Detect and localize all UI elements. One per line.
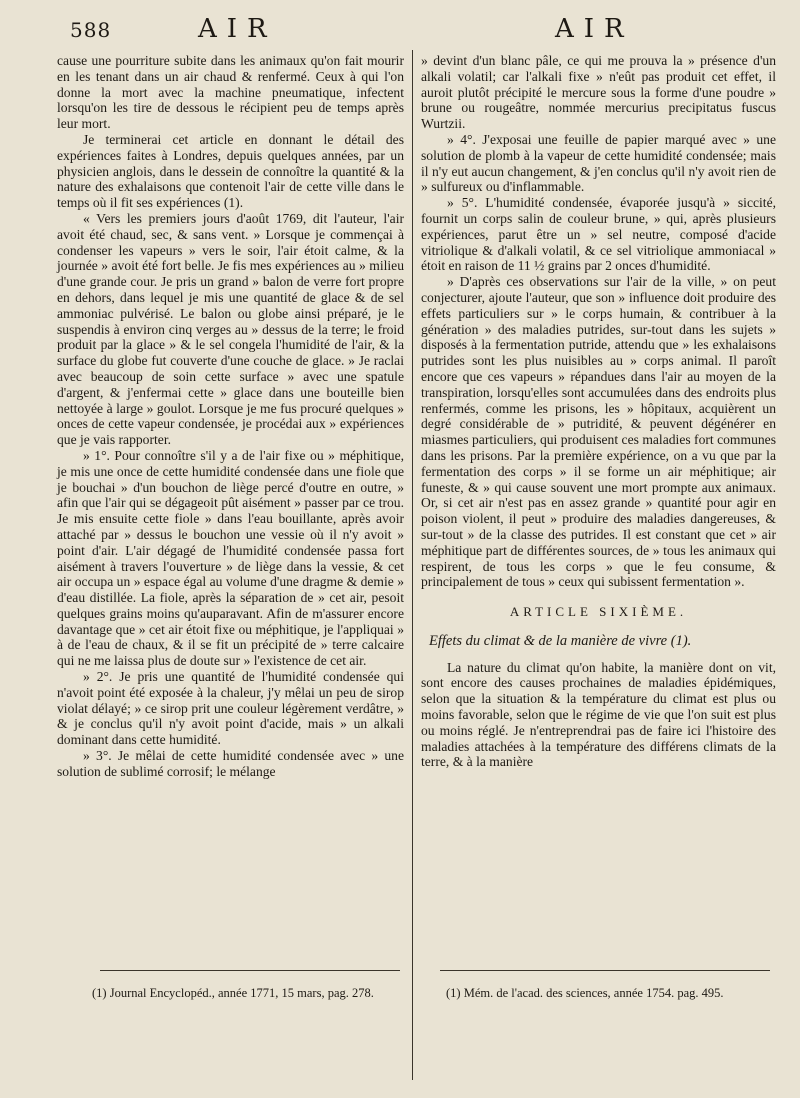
right-column	[421, 53, 776, 770]
footnote-rule-right	[440, 970, 770, 971]
left-column	[57, 53, 404, 780]
running-head-right: AIR	[555, 14, 634, 44]
page-number: 588	[70, 18, 112, 42]
article-title: Effets du climat & de la manière de vivre (1).	[429, 632, 692, 649]
quoted-paragraph: » 2°. Je pris une quantité de l'humidité condensée qui n'avoit point été exposée à la chaleur, j'y mêlai un peu de sirop violat délayé; » ce sirop prit une couleur légèrement verdâtre, » & je conclus qu'il n'y avoit point d'acide, mais » un alkali dominant dans cette humidité.	[57, 669, 404, 748]
running-head-left: AIR	[198, 14, 277, 44]
footnote-left: (1) Journal Encyclopéd., année 1771, 15 mars, pag. 278.	[92, 986, 374, 1000]
column-divider	[412, 50, 413, 1080]
quoted-paragraph: » 1°. Pour connoître s'il y a de l'air fixe ou » méphitique, je mis une once de cette humidité condensée dans une fiole que je bouchai » d'un bouchon de liège percé d'outre en outre, » afin que l'air qui se dégageoit pût aisément » passer par ce trou. Je mis ensuite cette fiole » dans l'eau bouillante, après avoir attaché par » dessus le bouchon une vessie où il n'y avoit » point d'air. L'air dégagé de l'humidité condensée passa fort aisément à travers l'ouverture » de liège dans la vessie, & cet air occupa un » espace égal au volume d'une dragme & demie » d'eau distillée. La fiole, après la séparation de » cet air, pesoit quelques grains moins qu'auparavant. Afin de m'assurer encore davantage que » cet air étoit fixe ou méphitique, je l'appliquai » à de l'eau de chaux, & il se fit un précipité de » terre calcaire qui ne me laissa plus de doute sur » l'existence de cet air.	[57, 447, 404, 669]
quoted-paragraph: » 4°. J'exposai une feuille de papier marqué avec » une solution de plomb à la vapeur de cette humidité condensée; mais il n'y eut aucun changement, & j'en conclus qu'il n'y avoit rien de » sulfureux ou d'inflammable.	[421, 131, 776, 195]
paragraph: Je terminerai cet article en donnant le détail des expériences faites à Londres, depuis quelques années, par un physicien anglois, dans le dessein de connoître la quantité & la nature des exhalaisons que contenoit l'air de cette ville dans le temps où il fit ses expériences (1).	[57, 131, 404, 211]
quoted-paragraph: » devint d'un blanc pâle, ce qui me prouva la » présence d'un alkali volatil; car l'alkali fixe » n'eût pas produit cet effet, il auroit plutôt précipité le mercure sous la forme d'une poudre » brune ou rougeâtre, nommée mercurius precipitatus fuscus Wurtzii.	[421, 53, 776, 132]
article-heading: ARTICLE SIXIÈME.	[509, 604, 688, 620]
quoted-paragraph: « Vers les premiers jours d'août 1769, dit l'auteur, l'air avoit été chaud, sec, & sans vent. » Lorsque je commençai à condenser les vapeurs » vers le soir, l'air étoit calme, & la journée » avoit été fort belle. Je fis mes expériences au » milieu d'une grande cour. Je pris un grand » balon de verre fort propre en dehors, dans lequel je mis une quantité de glace & de sel ammoniac pulvérisé. Le balon ou globe ainsi préparé, je le suspendis à environ cinq verges au » dessus de la terre; le froid produit par la glace » & le sel congela l'humidité de l'air, & la surface du globe fut couverte d'une couche de glace. » Je raclai avec beaucoup de soin cette surface » avec une spatule d'argent, & j'enfermai cette » glace dans une bouteille bien nettoyée à large » goulot. Lorsque je me fus procuré quelques » onces de cette vapeur condensée, je procédai aux » expériences que je vais rapporter.	[57, 210, 404, 448]
paragraph: La nature du climat qu'on habite, la manière dont on vit, sont encore des causes prochaines de maladies épidémiques, selon que la situation & la température du climat est plus ou moins favorable, selon que le régime de vie que l'on suit est plus ou moins réglé. Je n'entreprendrai pas de faire ici l'histoire des maladies attachées à la température des différens climats de la terre, & à la manière	[421, 659, 776, 770]
page-header	[0, 14, 800, 48]
footnote-right: (1) Mém. de l'acad. des sciences, année 1754. pag. 495.	[446, 986, 724, 1000]
paragraph: cause une pourriture subite dans les animaux qu'on fait mourir en les tenant dans un air chaud & renfermé. Ceux à qui l'on donne la mort avec la machine pneumatique, infectent lorsqu'on les tire de dessous le récipient peu de temps après leur mort.	[57, 53, 404, 132]
quoted-paragraph: » D'après ces observations sur l'air de la ville, » on peut conjecturer, ajoute l'auteur, que son » influence doit produire des effets particuliers sur » le corps humain, & contribuer à la génération » des maladies putrides, sur-tout dans les sujets » disposés à la fermentation putride, attendu que » les exhalaisons putrides sont les plus nuisibles au » corps animal. Il paroît encore que ces vapeurs » répandues dans l'air au moyen de la transpiration, lorsqu'elles sont accumulées dans des endroits plus renfermés, comme les prisons, les » hôpitaux, acquièrent un degré considérable de » putridité, & peuvent dégénérer en miasmes particuliers, qui produisent ces maladies fort communes dans les prisons. Par la première expérience, on a vu que par la fermentation des corps » il se forme un air méphitique; air funeste, & » qui cause souvent une mort prompte aux animaux. Or, si cet air n'est pas en assez grande » quantité pour agir en poison violent, il peut » produire des maladies dangereuses, & sur-tout » de la classe des putrides. Il est constant que cet » air méphitique part de différentes sources, de » tous les animaux qui respirent, de tous les corps » que le feu consume, & principalement de tous » ceux qui subissent fermentation ».	[421, 274, 776, 590]
quoted-paragraph: » 5°. L'humidité condensée, évaporée jusqu'à » siccité, fournit un corps salin de couleur brune, » qui, après plusieurs expériences, parut être un » sel neutre, composé d'acide vitriolique & d'alkali volatil, & ce sel vitriolique ammoniacal » étoit en raison de 11 ½ grains par 2 onces d'humidité.	[421, 195, 776, 274]
quoted-paragraph: » 3°. Je mêlai de cette humidité condensée avec » une solution de sublimé corrosif; le mélange	[57, 748, 404, 779]
footnote-rule-left	[100, 970, 400, 971]
